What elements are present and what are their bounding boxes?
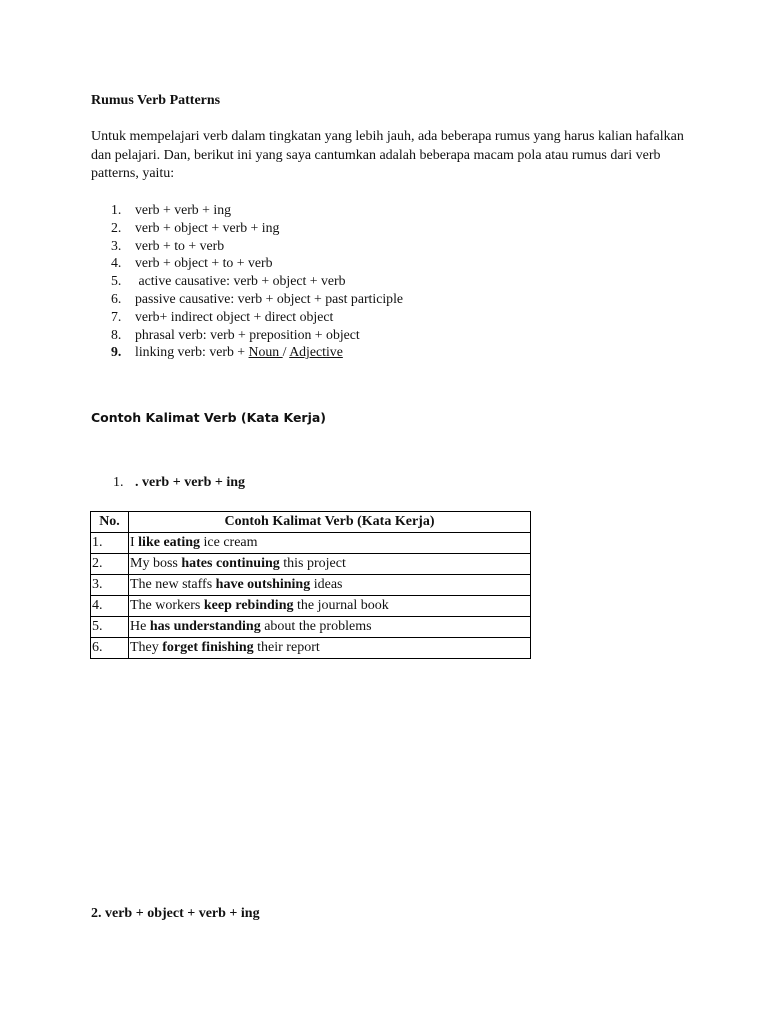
separator: / — [282, 344, 290, 360]
document-title: Rumus Verb Patterns — [91, 93, 221, 108]
list-text: verb + to + verb — [135, 237, 225, 253]
cell-no: 6. — [91, 638, 129, 659]
list-item — [111, 272, 403, 290]
list-text: verb + object + verb + ing — [135, 219, 280, 235]
cell-text: I — [130, 535, 139, 550]
list-number: 1. — [111, 202, 122, 217]
header-no: No. — [91, 512, 129, 533]
table-row — [91, 533, 531, 554]
cell-text: their report — [253, 640, 320, 655]
list-text: verb + verb + ing — [135, 202, 232, 217]
subsection-heading-2: 2. verb + object + verb + ing — [91, 906, 260, 921]
list-text: verb + object + to + verb — [135, 255, 273, 271]
header-example: Contoh Kalimat Verb (Kata Kerja) — [129, 512, 531, 533]
noun-link: Noun — [248, 344, 283, 360]
list-item — [111, 201, 403, 219]
cell-text: ideas — [310, 577, 343, 592]
list-number: 3. — [111, 237, 122, 253]
list-number: 2. — [111, 219, 122, 235]
cell-example — [129, 617, 531, 638]
list-text: active causative: verb + object + verb — [135, 273, 346, 289]
cell-text: They — [130, 640, 163, 655]
adjective-link: Adjective — [289, 344, 343, 360]
list-item — [111, 254, 403, 272]
cell-text: The new staffs — [130, 577, 216, 592]
list-number: 8. — [111, 326, 122, 342]
cell-no: 1. — [91, 533, 129, 554]
list-text: phrasal verb: verb + preposition + object — [135, 326, 360, 342]
cell-example — [129, 575, 531, 596]
cell-no: 2. — [91, 554, 129, 575]
list-number: 5. — [111, 273, 122, 289]
table-row — [91, 575, 531, 596]
list-item — [111, 219, 403, 237]
table-row — [91, 638, 531, 659]
list-number: 9. — [111, 344, 122, 360]
cell-text: about the problems — [260, 619, 372, 634]
cell-example — [129, 554, 531, 575]
list-number: 7. — [111, 308, 122, 324]
cell-verb: keep rebinding — [203, 598, 294, 613]
intro-paragraph: Untuk mempelajari verb dalam tingkatan yang lebih jauh, ada beberapa rumus yang harus kalian hafalkan dan pelajari. Dan, berikut ini yang saya cantumkan adalah beberapa macam pola atau rumus dari verb patterns, yaitu: — [91, 129, 684, 181]
examples-table — [90, 511, 531, 659]
list-item — [111, 343, 403, 361]
cell-text: this project — [279, 556, 346, 571]
list-number: 6. — [111, 290, 122, 306]
list-item — [111, 237, 403, 255]
list-text: linking verb: verb + — [135, 344, 249, 360]
section-heading: Contoh Kalimat Verb (Kata Kerja) — [91, 410, 327, 425]
subsection-text: . verb + verb + ing — [135, 475, 246, 490]
list-number: 4. — [111, 255, 122, 271]
cell-verb: has understanding — [149, 619, 261, 634]
cell-text: He — [130, 619, 150, 634]
list-item — [111, 326, 403, 344]
table-row — [91, 596, 531, 617]
verb-pattern-list — [111, 201, 403, 361]
list-item — [111, 308, 403, 326]
cell-text: The workers — [130, 598, 204, 613]
list-item — [111, 290, 403, 308]
cell-text: the journal book — [293, 598, 389, 613]
subsection-heading-1 — [113, 475, 245, 491]
cell-text: ice cream — [200, 535, 258, 550]
cell-example — [129, 596, 531, 617]
cell-example — [129, 638, 531, 659]
cell-no: 4. — [91, 596, 129, 617]
cell-no: 3. — [91, 575, 129, 596]
cell-verb: hates continuing — [181, 556, 280, 571]
list-text: passive causative: verb + object + past participle — [135, 290, 404, 306]
cell-verb: have outshining — [215, 577, 311, 592]
subsection-number: 1. — [113, 475, 124, 490]
cell-no: 5. — [91, 617, 129, 638]
table-header-row — [91, 512, 531, 533]
cell-text: My boss — [130, 556, 182, 571]
table-row — [91, 617, 531, 638]
list-text: verb+ indirect object + direct object — [135, 308, 334, 324]
table-row — [91, 554, 531, 575]
cell-example — [129, 533, 531, 554]
cell-verb: forget finishing — [162, 640, 254, 655]
cell-verb: like eating — [138, 535, 201, 550]
